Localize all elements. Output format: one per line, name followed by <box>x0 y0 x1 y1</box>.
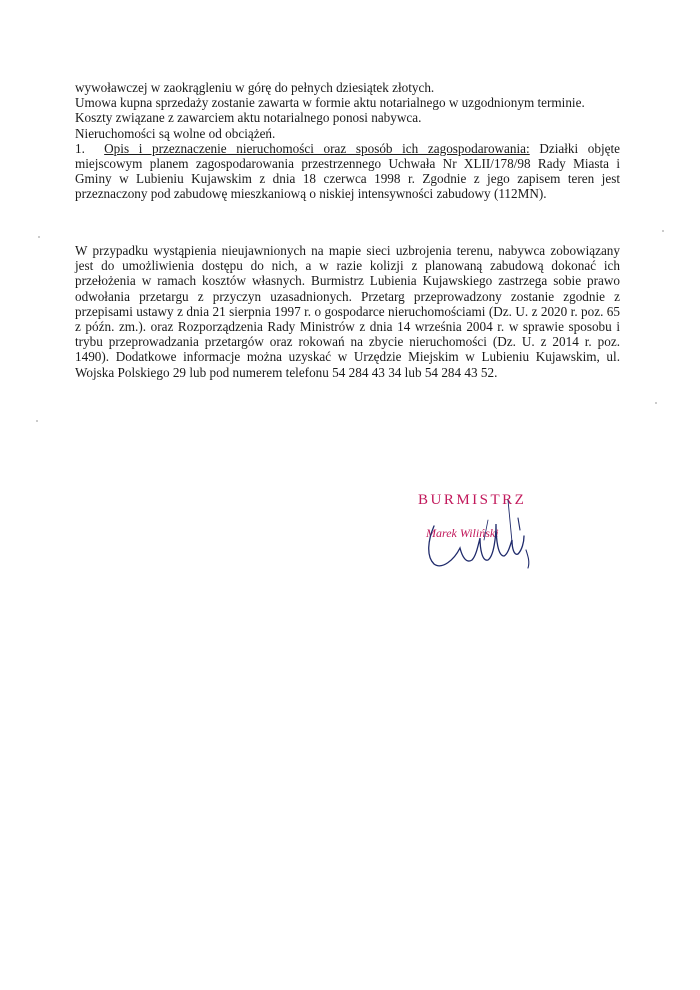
handwritten-signature <box>412 490 542 580</box>
paragraph-notarial-contract: Umowa kupna sprzedaży zostanie zawarta w formie aktu notarialnego w uzgodnionym terminie. <box>75 95 585 111</box>
document-text-lower <box>75 243 620 380</box>
scan-speck <box>36 420 38 422</box>
item-body: Działki objęte miejscowym planem zagospodarowania przestrzennego Uchwała Nr XLII/178/98 Rady Miasta i Gminy w Lubieniu Kujawskim z dnia 18 czerwca 1998 r. Zgodnie z jego zapisem teren jest przeznaczony pod zabudowę mieszkaniową o niskiej intensywności zabudowy (112MN). <box>75 140 621 202</box>
scan-speck <box>38 236 40 238</box>
item-number: 1. <box>75 140 85 156</box>
paragraph-no-encumbrances: Nieruchomości są wolne od obciążeń. <box>75 125 276 141</box>
stamp-title: BURMISTRZ <box>418 492 527 508</box>
scan-speck <box>662 230 664 232</box>
stamp-name: Marek Wiliński <box>426 526 499 540</box>
item-heading: Opis i przeznaczenie nieruchomości oraz sposób ich zagospodarowania: <box>104 140 530 156</box>
paragraph-utilities-and-info: W przypadku wystąpienia nieujawnionych na mapie sieci uzbrojenia terenu, nabywca zobowiązany jest do umożliwienia dostępu do nich, a w razie kolizji z planowaną zabudową dokonać ich przełożenia w ramach kosztów własnych. Burmistrz Lubienia Kujawskiego zastrzega sobie prawo odwołania przetargu z przyczyn uzasadnionych. Przetarg przeprowadzony zostanie zgodnie z przepisami ustawy z dnia 21 sierpnia 1997 r. o gospodarce nieruchomościami (Dz. U. z 2020 r. poz. 65 z późn. zm.). oraz Rozporządzenia Rady Ministrów z dnia 14 września 2004 r. w sprawie sposobu i trybu przeprowadzania przetargów oraz rokowań na zbycie nieruchomości (Dz. U. z 2014 r. poz. 1490). Dodatkowe informacje można uzyskać w Urzędzie Miejskim w Lubieniu Kujawskim, ul. Wojska Polskiego 29 lub pod numerem telefonu 54 284 43 34 lub 54 284 43 52. <box>75 243 620 380</box>
document-text-upper <box>75 80 620 202</box>
paragraph-notarial-costs: Koszty związane z zawarciem aktu notarialnego ponosi nabywca. <box>75 110 422 126</box>
scan-speck <box>655 402 657 404</box>
paragraph-price-rounding: wywoławczej w zaokrągleniu w górę do pełnych dziesiątek złotych. <box>75 80 435 95</box>
signature-stamp <box>412 490 542 580</box>
paragraph-property-description <box>75 141 620 202</box>
